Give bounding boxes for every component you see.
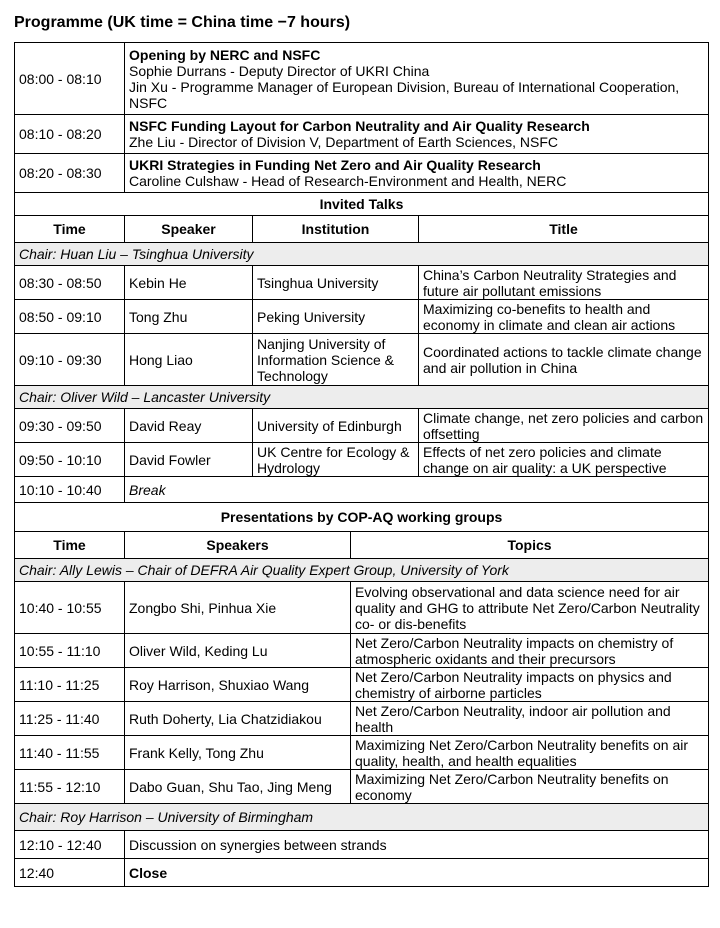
talk-time: 08:50 - 09:10	[15, 300, 125, 334]
talk-time: 09:10 - 09:30	[15, 334, 125, 386]
programme-table-wrapper	[14, 42, 708, 887]
chair-row	[15, 559, 709, 582]
talk-institution: University of Edinburgh	[253, 409, 419, 443]
programme-table	[14, 42, 709, 887]
col-header-time: Time	[15, 216, 125, 243]
group-time: 11:25 - 11:40	[15, 702, 125, 736]
opening-details	[125, 43, 709, 115]
talk-title: Maximizing co-benefits to health and economy in climate and clean air actions	[419, 300, 709, 334]
group-topic: Maximizing Net Zero/Carbon Neutrality benefits on economy	[351, 770, 709, 804]
talk-title: Climate change, net zero policies and carbon offsetting	[419, 409, 709, 443]
group-row	[15, 668, 709, 702]
talk-row	[15, 409, 709, 443]
group-topic: Net Zero/Carbon Neutrality impacts on chemistry of atmospheric oxidants and their precursors	[351, 634, 709, 668]
talk-row	[15, 334, 709, 386]
invited-header-row	[15, 216, 709, 243]
col-header-time: Time	[15, 532, 125, 559]
group-row	[15, 634, 709, 668]
talk-speaker: Tong Zhu	[125, 300, 253, 334]
close-time: 12:40	[15, 859, 125, 887]
group-speakers: Frank Kelly, Tong Zhu	[125, 736, 351, 770]
group-speakers: Dabo Guan, Shu Tao, Jing Meng	[125, 770, 351, 804]
group-time: 10:55 - 11:10	[15, 634, 125, 668]
invited-heading: Invited Talks	[15, 193, 709, 216]
chair-row	[15, 804, 709, 831]
opening-line: Caroline Culshaw - Head of Research-Environment and Health, NERC	[129, 173, 567, 189]
group-time: 11:55 - 12:10	[15, 770, 125, 804]
col-header-speaker: Speaker	[125, 216, 253, 243]
discussion-row	[15, 831, 709, 859]
talk-institution: Nanjing University of Information Science & Technology	[253, 334, 419, 386]
close-row	[15, 859, 709, 887]
group-speakers: Zongbo Shi, Pinhua Xie	[125, 582, 351, 634]
chair-label: Chair: Huan Liu – Tsinghua University	[15, 243, 709, 266]
col-header-topics: Topics	[351, 532, 709, 559]
talk-title: Coordinated actions to tackle climate change and air pollution in China	[419, 334, 709, 386]
chair-label: Chair: Ally Lewis – Chair of DEFRA Air Quality Expert Group, University of York	[15, 559, 709, 582]
close-label: Close	[125, 859, 709, 887]
opening-line: Sophie Durrans - Deputy Director of UKRI China	[129, 62, 430, 79]
group-row	[15, 736, 709, 770]
opening-line: Jin Xu - Programme Manager of European Division, Bureau of International Cooperation, NSFC	[129, 78, 680, 111]
group-row	[15, 582, 709, 634]
talk-speaker: David Reay	[125, 409, 253, 443]
talk-title: China’s Carbon Neutrality Strategies and future air pollutant emissions	[419, 266, 709, 300]
group-topic: Evolving observational and data science need for air quality and GHG to attribute Net Zero/Carbon Neutrality co- or dis-benefits	[351, 582, 709, 634]
discussion-time: 12:10 - 12:40	[15, 831, 125, 859]
chair-label: Chair: Roy Harrison – University of Birmingham	[15, 804, 709, 831]
group-time: 11:40 - 11:55	[15, 736, 125, 770]
talk-speaker: David Fowler	[125, 443, 253, 477]
discussion-label: Discussion on synergies between strands	[125, 831, 709, 859]
invited-section-row	[15, 193, 709, 216]
talk-institution: UK Centre for Ecology & Hydrology	[253, 443, 419, 477]
opening-title: NSFC Funding Layout for Carbon Neutrality and Air Quality Research	[129, 118, 590, 134]
opening-time: 08:00 - 08:10	[15, 43, 125, 115]
groups-section-row	[15, 503, 709, 532]
groups-header-row	[15, 532, 709, 559]
opening-line: Zhe Liu - Director of Division V, Department of Earth Sciences, NSFC	[129, 134, 558, 150]
talk-time: 09:50 - 10:10	[15, 443, 125, 477]
col-header-institution: Institution	[253, 216, 419, 243]
talk-row	[15, 300, 709, 334]
group-speakers: Ruth Doherty, Lia Chatzidiakou	[125, 702, 351, 736]
break-row	[15, 477, 709, 503]
chair-row	[15, 243, 709, 266]
opening-title: UKRI Strategies in Funding Net Zero and Air Quality Research	[129, 157, 541, 173]
group-time: 11:10 - 11:25	[15, 668, 125, 702]
page-title: Programme (UK time = China time −7 hours)	[14, 14, 351, 31]
opening-details	[125, 115, 709, 154]
group-time: 10:40 - 10:55	[15, 582, 125, 634]
break-label: Break	[125, 477, 709, 503]
talk-time: 09:30 - 09:50	[15, 409, 125, 443]
opening-title: Opening by NERC and NSFC	[129, 46, 321, 63]
break-time: 10:10 - 10:40	[15, 477, 125, 503]
talk-title: Effects of net zero policies and climate change on air quality: a UK perspective	[419, 443, 709, 477]
col-header-title: Title	[419, 216, 709, 243]
chair-row	[15, 386, 709, 409]
group-topic: Net Zero/Carbon Neutrality impacts on physics and chemistry of airborne particles	[351, 668, 709, 702]
group-topic: Maximizing Net Zero/Carbon Neutrality benefits on air quality, health, and health equalities	[351, 736, 709, 770]
groups-heading: Presentations by COP-AQ working groups	[15, 503, 709, 532]
opening-row	[15, 43, 709, 115]
col-header-speakers: Speakers	[125, 532, 351, 559]
talk-row	[15, 443, 709, 477]
chair-label: Chair: Oliver Wild – Lancaster University	[15, 386, 709, 409]
talk-institution: Tsinghua University	[253, 266, 419, 300]
talk-speaker: Kebin He	[125, 266, 253, 300]
opening-row	[15, 115, 709, 154]
opening-time: 08:10 - 08:20	[15, 115, 125, 154]
opening-details	[125, 154, 709, 193]
opening-time: 08:20 - 08:30	[15, 154, 125, 193]
group-topic: Net Zero/Carbon Neutrality, indoor air pollution and health	[351, 702, 709, 736]
group-row	[15, 702, 709, 736]
group-speakers: Oliver Wild, Keding Lu	[125, 634, 351, 668]
talk-time: 08:30 - 08:50	[15, 266, 125, 300]
opening-row	[15, 154, 709, 193]
group-speakers: Roy Harrison, Shuxiao Wang	[125, 668, 351, 702]
group-row	[15, 770, 709, 804]
talk-institution: Peking University	[253, 300, 419, 334]
talk-row	[15, 266, 709, 300]
talk-speaker: Hong Liao	[125, 334, 253, 386]
